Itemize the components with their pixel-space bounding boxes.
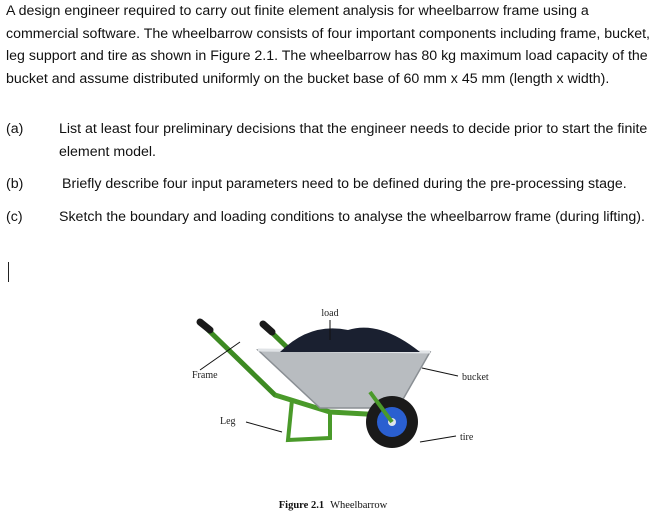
question-a — [6, 118, 662, 164]
label-leg: Leg — [220, 416, 236, 427]
question-text: Briefly describe four input parameters need to be defined during the pre-processing stage. — [62, 176, 627, 192]
label-load: load — [321, 308, 339, 319]
figure-caption — [0, 500, 666, 511]
question-text: Sketch the boundary and loading conditions to analyse the wheelbarrow frame (during lifting). — [59, 209, 645, 225]
question-text: List at least four preliminary decisions that the engineer needs to decide prior to start the finite element model. — [59, 121, 648, 160]
label-tire: tire — [460, 432, 474, 443]
label-frame: Frame — [192, 370, 218, 381]
text-cursor — [8, 262, 9, 282]
wheelbarrow-figure — [180, 300, 510, 480]
question-c — [6, 206, 662, 252]
question-label: (c) — [6, 209, 23, 225]
question-label: (a) — [6, 121, 24, 137]
label-bucket: bucket — [462, 372, 489, 383]
problem-intro: A design engineer required to carry out finite element analysis for wheelbarrow frame using a commercial software. The wheelbarrow consists of four important components including frame, bucket, leg support and tire as shown in Figure 2.1. The wheelbarrow has 80 kg maximum load capacity of the bucket and assume distributed uniformly on the bucket base of 60 mm x 45 mm (length x width). — [6, 3, 650, 87]
caption-number: Figure 2.1 — [278, 500, 325, 511]
wheelbarrow-illustration — [180, 300, 510, 480]
question-label: (b) — [6, 176, 24, 192]
caption-text: Wheelbarrow — [330, 500, 388, 511]
question-b — [6, 173, 662, 197]
